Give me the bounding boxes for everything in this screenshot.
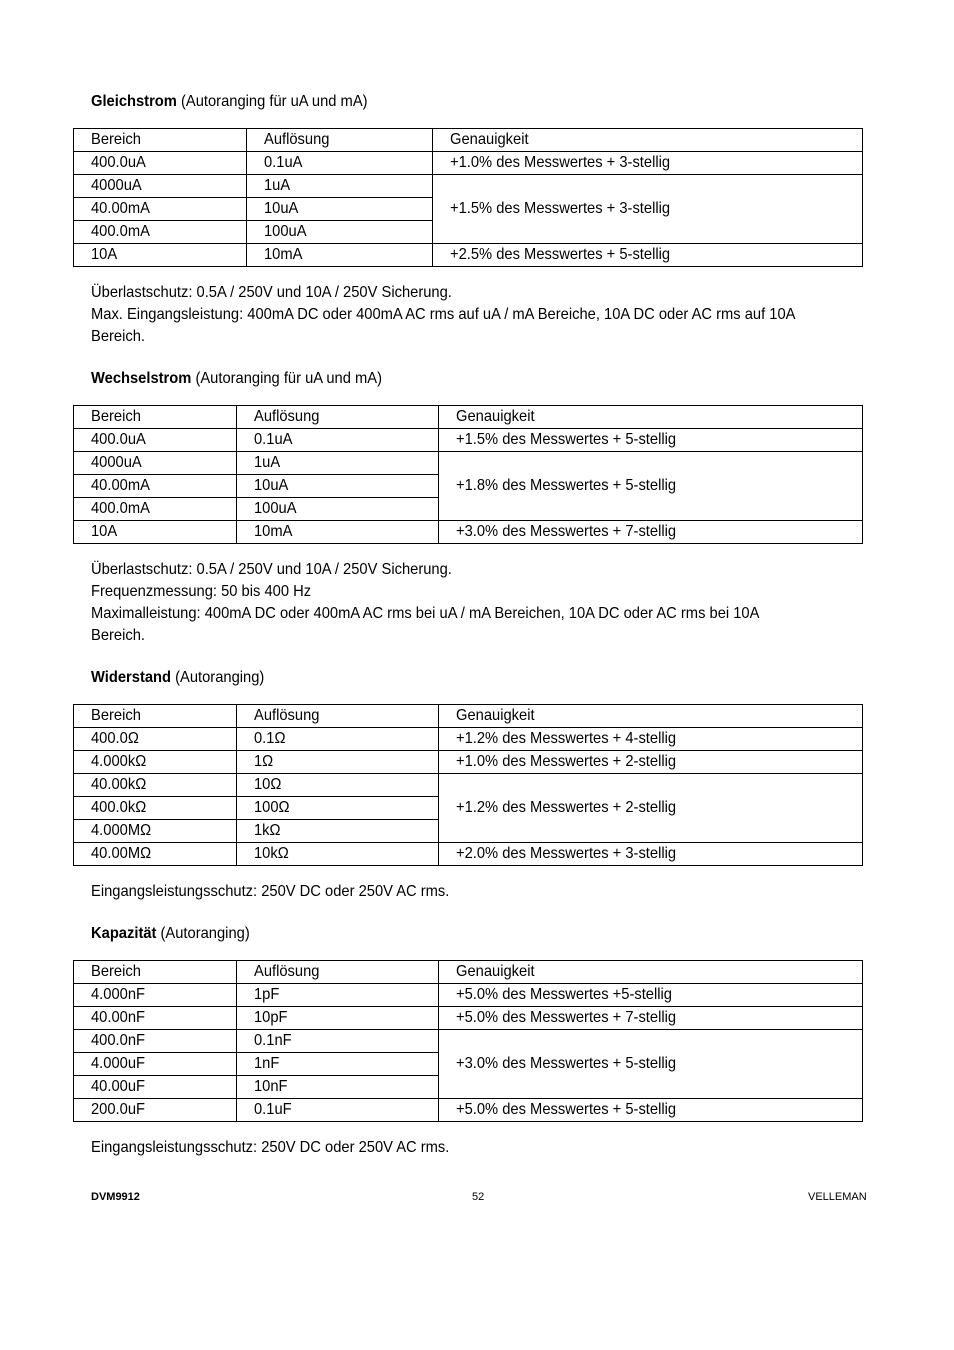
table-row (74, 452, 863, 475)
header-cell: Genauigkeit (433, 129, 863, 152)
section-heading (91, 92, 801, 112)
section-wechselstrom (73, 369, 863, 647)
table-row (74, 751, 863, 774)
range-cell: 400.0uA (74, 429, 237, 452)
footer-model: DVM9912 (91, 1191, 140, 1203)
resolution-cell: 100uA (237, 498, 439, 521)
section-subtitle: (Autoranging für uA und mA) (176, 93, 368, 110)
accuracy-cell: +2.5% des Messwertes + 5-stellig (433, 244, 863, 267)
accuracy-cell: +3.0% des Messwertes + 5-stellig (439, 1030, 863, 1099)
header-cell: Auflösung (237, 406, 439, 429)
table-row (74, 984, 863, 1007)
note-line: Eingangsleistungsschutz: 250V DC oder 250V AC rms. (91, 1139, 450, 1156)
resolution-cell: 1kΩ (237, 820, 439, 843)
accuracy-cell: +1.5% des Messwertes + 5-stellig (439, 429, 863, 452)
resolution-cell: 1Ω (237, 751, 439, 774)
section-title: Widerstand (91, 669, 172, 686)
resolution-cell: 10pF (237, 1007, 439, 1030)
table-row (74, 521, 863, 544)
note-line: Bereich. (91, 627, 146, 644)
range-cell: 4000uA (74, 452, 237, 475)
resolution-cell: 10Ω (237, 774, 439, 797)
footer-page-number: 52 (472, 1191, 485, 1203)
header-cell: Genauigkeit (439, 406, 863, 429)
resolution-cell: 1uA (237, 452, 439, 475)
table-row (74, 1030, 863, 1053)
accuracy-cell: +1.2% des Messwertes + 4-stellig (439, 728, 863, 751)
section-title: Kapazität (91, 925, 157, 942)
range-cell: 40.00mA (74, 475, 237, 498)
range-cell: 400.0kΩ (74, 797, 237, 820)
table-header-row (74, 406, 863, 429)
range-cell: 4000uA (74, 175, 247, 198)
spec-table (73, 704, 863, 866)
resolution-cell: 0.1Ω (237, 728, 439, 751)
section-kapazitaet (73, 924, 863, 1159)
note-line: Max. Eingangsleistung: 400mA DC oder 400mA AC rms auf uA / mA Bereiche, 10A DC oder AC rms auf 10A (91, 306, 796, 323)
accuracy-cell: +1.2% des Messwertes + 2-stellig (439, 774, 863, 843)
header-cell: Genauigkeit (439, 705, 863, 728)
note-line: Überlastschutz: 0.5A / 250V und 10A / 250V Sicherung. (91, 561, 452, 578)
section-notes (91, 881, 863, 903)
table-row (74, 152, 863, 175)
note-line: Überlastschutz: 0.5A / 250V und 10A / 250V Sicherung. (91, 284, 452, 301)
range-cell: 400.0mA (74, 498, 237, 521)
header-cell: Auflösung (247, 129, 433, 152)
resolution-cell: 0.1uF (237, 1099, 439, 1122)
note-line: Bereich. (91, 328, 146, 345)
table-row (74, 429, 863, 452)
table-row (74, 843, 863, 866)
range-cell: 4.000uF (74, 1053, 237, 1076)
accuracy-cell: +1.5% des Messwertes + 3-stellig (433, 175, 863, 244)
table-row (74, 1007, 863, 1030)
section-subtitle: (Autoranging für uA und mA) (191, 370, 383, 387)
section-notes (91, 1137, 863, 1159)
resolution-cell: 1uA (247, 175, 433, 198)
resolution-cell: 0.1uA (247, 152, 433, 175)
range-cell: 10A (74, 521, 237, 544)
resolution-cell: 0.1nF (237, 1030, 439, 1053)
section-heading (91, 668, 801, 688)
accuracy-cell: +3.0% des Messwertes + 7-stellig (439, 521, 863, 544)
header-cell: Bereich (74, 705, 237, 728)
section-subtitle: (Autoranging) (156, 925, 250, 942)
table-header-row (74, 705, 863, 728)
header-cell: Bereich (74, 129, 247, 152)
accuracy-cell: +5.0% des Messwertes +5-stellig (439, 984, 863, 1007)
resolution-cell: 10mA (247, 244, 433, 267)
table-row (74, 774, 863, 797)
range-cell: 4.000kΩ (74, 751, 237, 774)
header-cell: Bereich (74, 961, 237, 984)
table-row (74, 728, 863, 751)
range-cell: 40.00mA (74, 198, 247, 221)
resolution-cell: 1pF (237, 984, 439, 1007)
section-notes (91, 282, 863, 348)
range-cell: 40.00MΩ (74, 843, 237, 866)
section-gleichstrom (73, 92, 863, 348)
resolution-cell: 100uA (247, 221, 433, 244)
note-line: Eingangsleistungsschutz: 250V DC oder 250V AC rms. (91, 883, 450, 900)
section-title: Gleichstrom (91, 93, 177, 110)
resolution-cell: 10nF (237, 1076, 439, 1099)
range-cell: 10A (74, 244, 247, 267)
resolution-cell: 1nF (237, 1053, 439, 1076)
section-heading (91, 369, 801, 389)
spec-table (73, 405, 863, 544)
table-row (74, 244, 863, 267)
accuracy-cell: +2.0% des Messwertes + 3-stellig (439, 843, 863, 866)
resolution-cell: 10mA (237, 521, 439, 544)
header-cell: Bereich (74, 406, 237, 429)
range-cell: 400.0nF (74, 1030, 237, 1053)
resolution-cell: 10uA (247, 198, 433, 221)
accuracy-cell: +5.0% des Messwertes + 7-stellig (439, 1007, 863, 1030)
spec-table (73, 128, 863, 267)
resolution-cell: 10uA (237, 475, 439, 498)
header-cell: Genauigkeit (439, 961, 863, 984)
range-cell: 40.00nF (74, 1007, 237, 1030)
table-header-row (74, 129, 863, 152)
section-title: Wechselstrom (91, 370, 192, 387)
note-line: Maximalleistung: 400mA DC oder 400mA AC rms bei uA / mA Bereichen, 10A DC oder AC rms bei 10A (91, 605, 760, 622)
header-cell: Auflösung (237, 961, 439, 984)
section-heading (91, 924, 801, 944)
resolution-cell: 10kΩ (237, 843, 439, 866)
table-header-row (74, 961, 863, 984)
range-cell: 400.0Ω (74, 728, 237, 751)
range-cell: 40.00kΩ (74, 774, 237, 797)
accuracy-cell: +1.0% des Messwertes + 3-stellig (433, 152, 863, 175)
range-cell: 4.000nF (74, 984, 237, 1007)
accuracy-cell: +1.8% des Messwertes + 5-stellig (439, 452, 863, 521)
range-cell: 200.0uF (74, 1099, 237, 1122)
range-cell: 4.000MΩ (74, 820, 237, 843)
table-row (74, 1099, 863, 1122)
footer-brand: VELLEMAN (808, 1191, 867, 1203)
header-cell: Auflösung (237, 705, 439, 728)
range-cell: 40.00uF (74, 1076, 237, 1099)
section-subtitle: (Autoranging) (171, 669, 265, 686)
resolution-cell: 0.1uA (237, 429, 439, 452)
table-row (74, 175, 863, 198)
spec-table (73, 960, 863, 1122)
range-cell: 400.0mA (74, 221, 247, 244)
section-widerstand (73, 668, 863, 903)
accuracy-cell: +5.0% des Messwertes + 5-stellig (439, 1099, 863, 1122)
range-cell: 400.0uA (74, 152, 247, 175)
note-line: Frequenzmessung: 50 bis 400 Hz (91, 583, 312, 600)
accuracy-cell: +1.0% des Messwertes + 2-stellig (439, 751, 863, 774)
section-notes (91, 559, 863, 647)
resolution-cell: 100Ω (237, 797, 439, 820)
